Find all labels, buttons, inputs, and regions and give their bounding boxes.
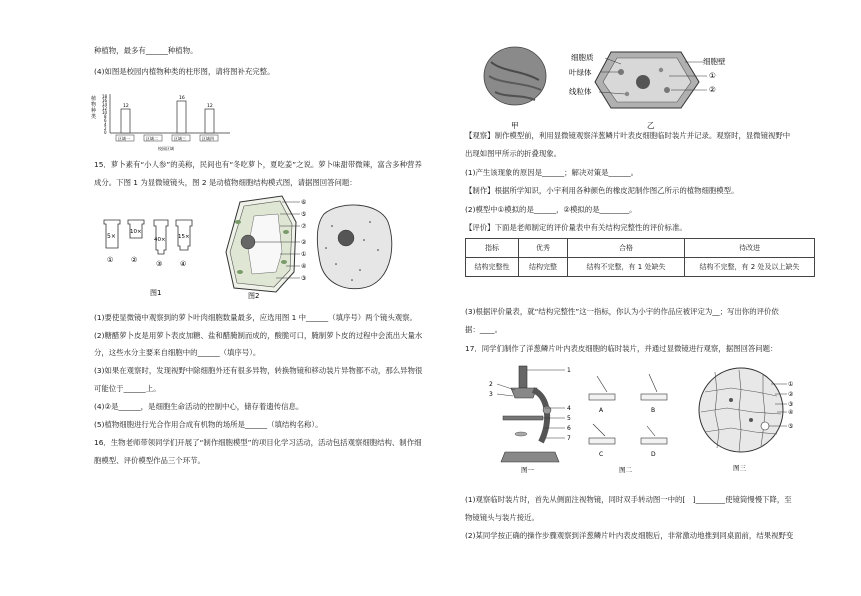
question-17-1a: (1)观察临时装片时，首先从侧面注视物镜，同时双手转动图一中的[ ]________使镜筒慢慢下降，至 bbox=[465, 495, 792, 504]
text-line: 种植物，最多有______种植物。 bbox=[94, 46, 198, 55]
micrograph-num: ③ bbox=[788, 401, 794, 408]
svg-text:⑤: ⑤ bbox=[301, 211, 307, 218]
microscope-part-num: 6 bbox=[567, 425, 571, 432]
figure-caption: 图三 bbox=[733, 464, 746, 472]
micrograph-num: ② bbox=[788, 391, 794, 398]
label-cytoplasm: 细胞质 bbox=[571, 53, 594, 62]
category-label: 区域四 bbox=[202, 135, 214, 141]
question-17-2: (2)某同学按正确的操作步骤观察到洋葱鳞片叶内表皮细胞后，非常激动地推到同桌面前，结果视野变 bbox=[465, 531, 794, 540]
lens-2 bbox=[128, 220, 144, 264]
evaluation-table bbox=[465, 238, 815, 277]
svg-text:①: ① bbox=[107, 256, 114, 264]
category-label: 区域三 bbox=[174, 135, 186, 141]
figure-2-caption: 图2 bbox=[248, 292, 260, 300]
bar-value-label: 12 bbox=[207, 104, 213, 109]
svg-text:40×: 40× bbox=[154, 237, 166, 243]
question-15-5: (5)植物细胞进行光合作用合成有机物的场所是______（填结构名称）。 bbox=[94, 420, 323, 429]
table-row bbox=[466, 258, 815, 277]
microscope-part-num: 3 bbox=[489, 391, 493, 398]
text-line: (4)如图是校园内植物种类的柱形图，请将图补充完整。 bbox=[94, 67, 275, 76]
step-label: D bbox=[651, 451, 656, 458]
question-15-line-2: 成分。下图 1 为显微镜镜头，图 2 是动植物细胞结构模式图，请据图回答问题： bbox=[94, 178, 357, 187]
micrograph-num: ④ bbox=[788, 409, 794, 416]
bar-region-3 bbox=[177, 101, 186, 133]
bar-value-label: 12 bbox=[123, 104, 129, 109]
plant-animal-cell-figure bbox=[220, 192, 400, 302]
table-cell: 结构不完整，有 1 处缺失 bbox=[568, 258, 685, 277]
label-mitochondria: 线粒体 bbox=[569, 87, 592, 96]
micrograph-num: ① bbox=[788, 381, 794, 388]
table-header: 优秀 bbox=[519, 239, 568, 258]
question-15-2b: 分，这些水分主要来自细胞中的______（填序号）。 bbox=[94, 348, 261, 357]
y-tick: 6 bbox=[104, 118, 107, 123]
table-header: 待改进 bbox=[685, 239, 815, 258]
label-chloroplast: 叶绿体 bbox=[569, 68, 592, 77]
lens-4 bbox=[176, 220, 192, 268]
y-tick: 14 bbox=[102, 102, 108, 107]
figure-yi-cell-model bbox=[569, 52, 726, 130]
animal-cell bbox=[317, 205, 391, 289]
bar-value-label: 16 bbox=[179, 96, 185, 101]
figure-1-caption: 图1 bbox=[150, 289, 162, 297]
y-tick: 8 bbox=[104, 114, 107, 119]
microscope-figure bbox=[485, 362, 575, 474]
y-tick: 16 bbox=[102, 98, 108, 103]
onion-cells-micrograph-figure bbox=[691, 362, 811, 474]
step-label: C bbox=[599, 451, 604, 458]
y-tick: 2 bbox=[104, 126, 107, 131]
x-axis-label: 校园区域 bbox=[158, 146, 174, 151]
figure-jia-micrograph bbox=[484, 47, 546, 130]
y-tick: 4 bbox=[104, 122, 107, 127]
step-label: B bbox=[651, 407, 656, 414]
category-label: 区域一 bbox=[118, 135, 130, 141]
cell-observation-figure bbox=[481, 42, 741, 132]
question-16-3b: 据：____。 bbox=[465, 325, 502, 334]
svg-text:⑥: ⑥ bbox=[301, 199, 307, 206]
lens-1 bbox=[104, 220, 120, 264]
question-17: 17．同学们制作了洋葱鳞片叶内表皮细胞的临时装片，并通过显微镜进行观察，据图回答问题： bbox=[465, 344, 778, 353]
table-cell: 结构完整 bbox=[519, 258, 568, 277]
question-16-line-1: 16．生物老师带领同学们开展了“制作细胞模型”的项目化学习活动，活动包括观察细胞结构、制作细 bbox=[94, 438, 422, 447]
y-tick: 18 bbox=[102, 94, 108, 99]
label-cell-wall: 细胞壁 bbox=[703, 57, 726, 66]
figure-jia-label: 甲 bbox=[511, 121, 519, 130]
evaluate-line: 【评价】下面是老师制定的评价量表中有关结构完整性的评价标准。 bbox=[465, 223, 687, 232]
nucleus bbox=[241, 235, 255, 249]
observe-line-2: 出现如图甲所示的折叠现象。 bbox=[465, 149, 562, 158]
question-16-3a: (3)根据评价量表，就“结构完整性”这一指标，你认为小宇的作品应被评定为__；写出你的评价依 bbox=[465, 307, 779, 316]
bar-region-1 bbox=[121, 109, 130, 133]
svg-text:5×: 5× bbox=[107, 233, 116, 240]
step-label: A bbox=[599, 407, 604, 414]
y-ticks bbox=[102, 94, 108, 135]
make-line: 【制作】根据所学知识，小宇利用各种颜色的橡皮泥制作图乙所示的植物细胞模型。 bbox=[465, 186, 739, 195]
question-16-1: (1)产生该现象的原因是______；解决对策是______。 bbox=[465, 168, 639, 177]
figure-yi-label: 乙 bbox=[647, 121, 655, 130]
microscope-part-num: 5 bbox=[567, 415, 571, 422]
y-axis-label: 植物种类 bbox=[91, 96, 97, 120]
microscope-lenses-figure bbox=[94, 210, 214, 310]
lens-3 bbox=[154, 220, 168, 268]
microscope-part-num: 1 bbox=[567, 367, 571, 374]
question-15-3b: 可能位于______上。 bbox=[94, 384, 161, 393]
question-15-3a: (3)如果在观察时，发现视野中除细胞外还有很多异物，转换物镜和移动装片异物都不动，那么异物很 bbox=[94, 366, 423, 375]
category-label: 区域二 bbox=[146, 135, 158, 141]
svg-text:10×: 10× bbox=[130, 229, 142, 235]
micrograph-num: ⑤ bbox=[788, 423, 794, 430]
y-tick: 12 bbox=[102, 106, 108, 111]
label-2: ② bbox=[709, 85, 716, 94]
slide-preparation-steps-figure bbox=[583, 368, 683, 474]
svg-text:①: ① bbox=[301, 251, 307, 258]
table-header: 合格 bbox=[568, 239, 685, 258]
question-17-1b: 物镜镜头与装片接近。 bbox=[465, 513, 539, 522]
table-header: 指标 bbox=[466, 239, 519, 258]
y-tick: 0 bbox=[104, 130, 107, 135]
plant-species-bar-chart bbox=[90, 84, 240, 154]
question-16-line-2: 胞模型、评价模型作品三个环节。 bbox=[94, 456, 205, 465]
bar-region-4 bbox=[205, 109, 214, 133]
table-cell: 结构不完整，有 2 处及以上缺失 bbox=[685, 258, 815, 277]
label-1: ① bbox=[709, 71, 716, 80]
observe-line-1: 【观察】制作模型前，利用显微镜观察洋葱鳞片叶表皮细胞临时装片并记录。观察时，显微镜视野中 bbox=[465, 131, 791, 140]
question-15-2a: (2)糖醋萝卜皮是用萝卜表皮加糖、盐和醋腌制而成的，酸脆可口，腌制萝卜皮的过程中会流出大量水 bbox=[94, 331, 423, 340]
question-15-4: (4)②是______，是细胞生命活动的控制中心，储存着遗传信息。 bbox=[94, 402, 304, 411]
plant-cell bbox=[226, 196, 296, 292]
microscope-part-num: 2 bbox=[489, 381, 493, 388]
figure-caption: 图二 bbox=[619, 466, 632, 474]
svg-text:③: ③ bbox=[301, 275, 307, 282]
svg-text:⑦: ⑦ bbox=[301, 223, 307, 230]
svg-text:②: ② bbox=[301, 239, 307, 246]
question-15-1: (1)要使显微镜中观察到的萝卜叶肉细胞数量最多，应选用图 1 中______（填序号）两个镜头观察。 bbox=[94, 313, 417, 322]
question-15-line-1: 15．萝卜素有“小人参”的美称，民间也有“冬吃萝卜，夏吃姜”之说。萝卜味甜带微辣，富含多种营养 bbox=[94, 160, 422, 169]
y-tick: 10 bbox=[102, 110, 108, 115]
svg-text:15×: 15× bbox=[178, 234, 190, 240]
question-16-2: (2)模型中①模拟的是______，②模拟的是________。 bbox=[465, 205, 637, 214]
svg-text:④: ④ bbox=[301, 263, 307, 270]
svg-text:④: ④ bbox=[180, 260, 187, 268]
table-header-row bbox=[466, 239, 815, 258]
microscope-part-num: 4 bbox=[567, 405, 571, 412]
figure-caption: 图一 bbox=[521, 466, 534, 474]
svg-text:③: ③ bbox=[156, 260, 163, 268]
microscope-part-num: 7 bbox=[567, 435, 571, 442]
svg-text:②: ② bbox=[131, 256, 138, 264]
table-cell: 结构完整性 bbox=[466, 258, 519, 277]
